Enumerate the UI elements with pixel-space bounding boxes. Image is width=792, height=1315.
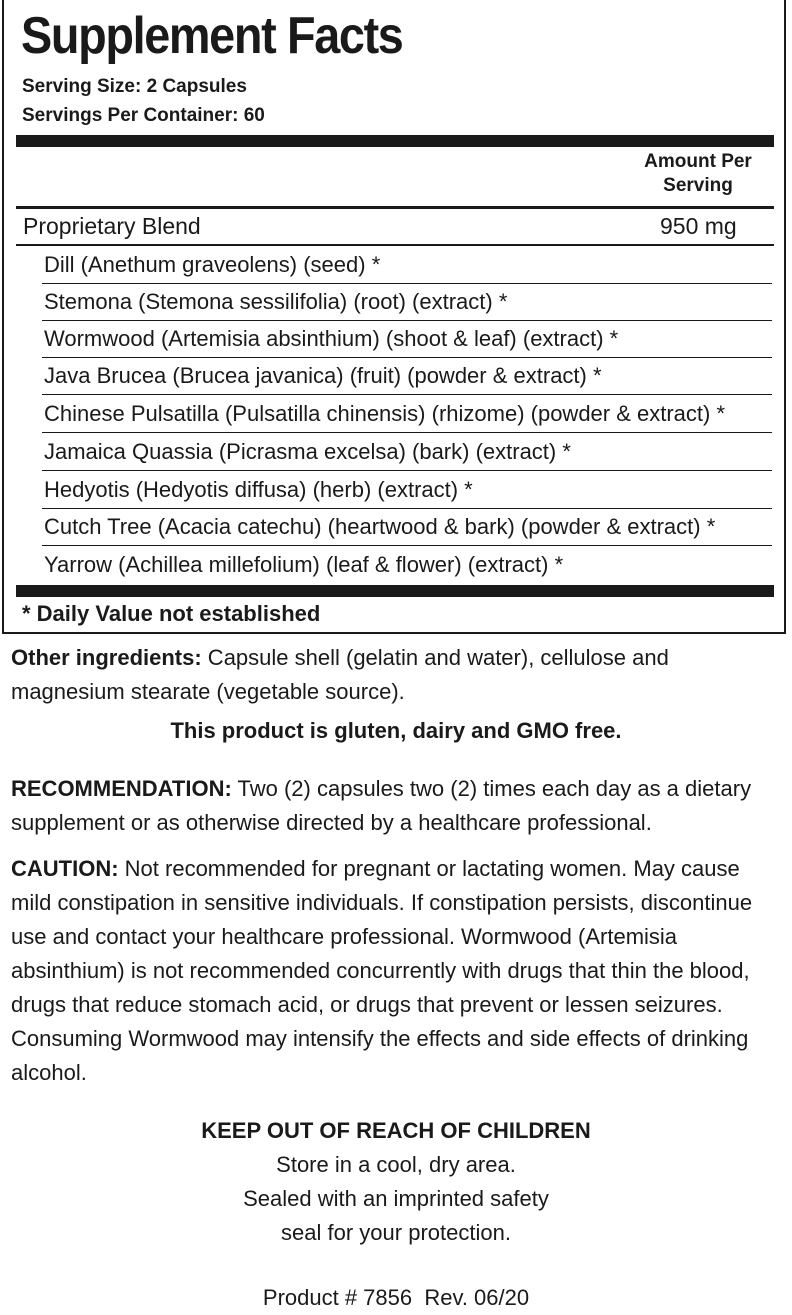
daily-value-note: * Daily Value not established <box>22 601 321 626</box>
storage-line: Sealed with an imprinted safety <box>243 1186 549 1211</box>
blend-top-rule <box>16 206 774 209</box>
ingredient-name: Jamaica Quassia (Picrasma excelsa) (bark) (extract) * <box>44 439 571 464</box>
caution-text: Not recommended for pregnant or lactating women. May cause mild constipation in sensitive individuals. If constipation persists, discontinue use and contact your healthcare professional. Wormwood (Artemisia absinthium) is not recommended concurrently with drugs that thin the blood, drugs that reduce stomach acid, or drugs that prevent or lessen seizures. Consuming Wormwood may intensify the effects and side effects of drinking alcohol. <box>11 856 753 1085</box>
product-number: Product # 7856 Rev. 06/20 <box>262 1285 530 1310</box>
storage-line: seal for your protection. <box>281 1220 511 1245</box>
other-ingredients-label: Other ingredients: <box>11 645 202 670</box>
ingredient-row <box>42 396 772 433</box>
serving-size: Serving Size: 2 Capsules <box>22 76 247 97</box>
panel-title: Supplement Facts <box>21 7 403 65</box>
ingredient-name: Hedyotis (Hedyotis diffusa) (herb) (extract) * <box>44 477 473 502</box>
caution <box>11 852 786 1090</box>
amount-per-serving-header <box>616 150 780 198</box>
ingredient-row <box>42 358 772 395</box>
ingredient-name: Stemona (Stemona sessilifolia) (root) (extract) * <box>44 289 508 314</box>
amount-header-line1: Amount Per <box>644 151 752 172</box>
blend-bottom-rule <box>16 244 774 246</box>
ingredient-row <box>42 547 772 584</box>
keep-out-warning: KEEP OUT OF REACH OF CHILDREN <box>201 1118 591 1143</box>
blend-amount: 950 mg <box>660 213 737 239</box>
amount-header-line2: Serving <box>663 175 733 196</box>
ingredient-row <box>42 472 772 509</box>
recommendation-label: RECOMMENDATION: <box>11 776 232 801</box>
ingredient-row <box>42 321 772 358</box>
daily-value-divider-bar <box>16 585 774 597</box>
supplement-facts-panel <box>2 0 786 634</box>
caution-label: CAUTION: <box>11 856 119 881</box>
ingredient-name: Cutch Tree (Acacia catechu) (heartwood & bark) (powder & extract) * <box>44 514 716 539</box>
ingredient-row <box>42 247 772 284</box>
free-statement: This product is gluten, dairy and GMO free. <box>170 718 622 743</box>
blend-name: Proprietary Blend <box>23 213 201 239</box>
ingredient-name: Yarrow (Achillea millefolium) (leaf & flower) (extract) * <box>44 552 564 577</box>
other-ingredients <box>11 641 786 709</box>
ingredient-name: Wormwood (Artemisia absinthium) (shoot & leaf) (extract) * <box>44 326 619 351</box>
recommendation <box>11 772 786 840</box>
ingredient-row <box>42 284 772 321</box>
header-divider-bar <box>16 135 774 147</box>
servings-per-container: Servings Per Container: 60 <box>22 105 265 126</box>
ingredient-name: Dill (Anethum graveolens) (seed) * <box>44 252 381 277</box>
ingredient-row <box>42 434 772 471</box>
other-ingredients-text: Capsule shell (gelatin and water), cellulose and magnesium stearate (vegetable source). <box>11 645 669 704</box>
ingredient-name: Java Brucea (Brucea javanica) (fruit) (powder & extract) * <box>44 363 602 388</box>
ingredient-name: Chinese Pulsatilla (Pulsatilla chinensis) (rhizome) (powder & extract) * <box>44 401 726 426</box>
storage-line: Store in a cool, dry area. <box>276 1152 516 1177</box>
recommendation-text: Two (2) capsules two (2) times each day as a dietary supplement or as otherwise directed by a healthcare professional. <box>11 776 752 835</box>
ingredient-row <box>42 509 772 546</box>
